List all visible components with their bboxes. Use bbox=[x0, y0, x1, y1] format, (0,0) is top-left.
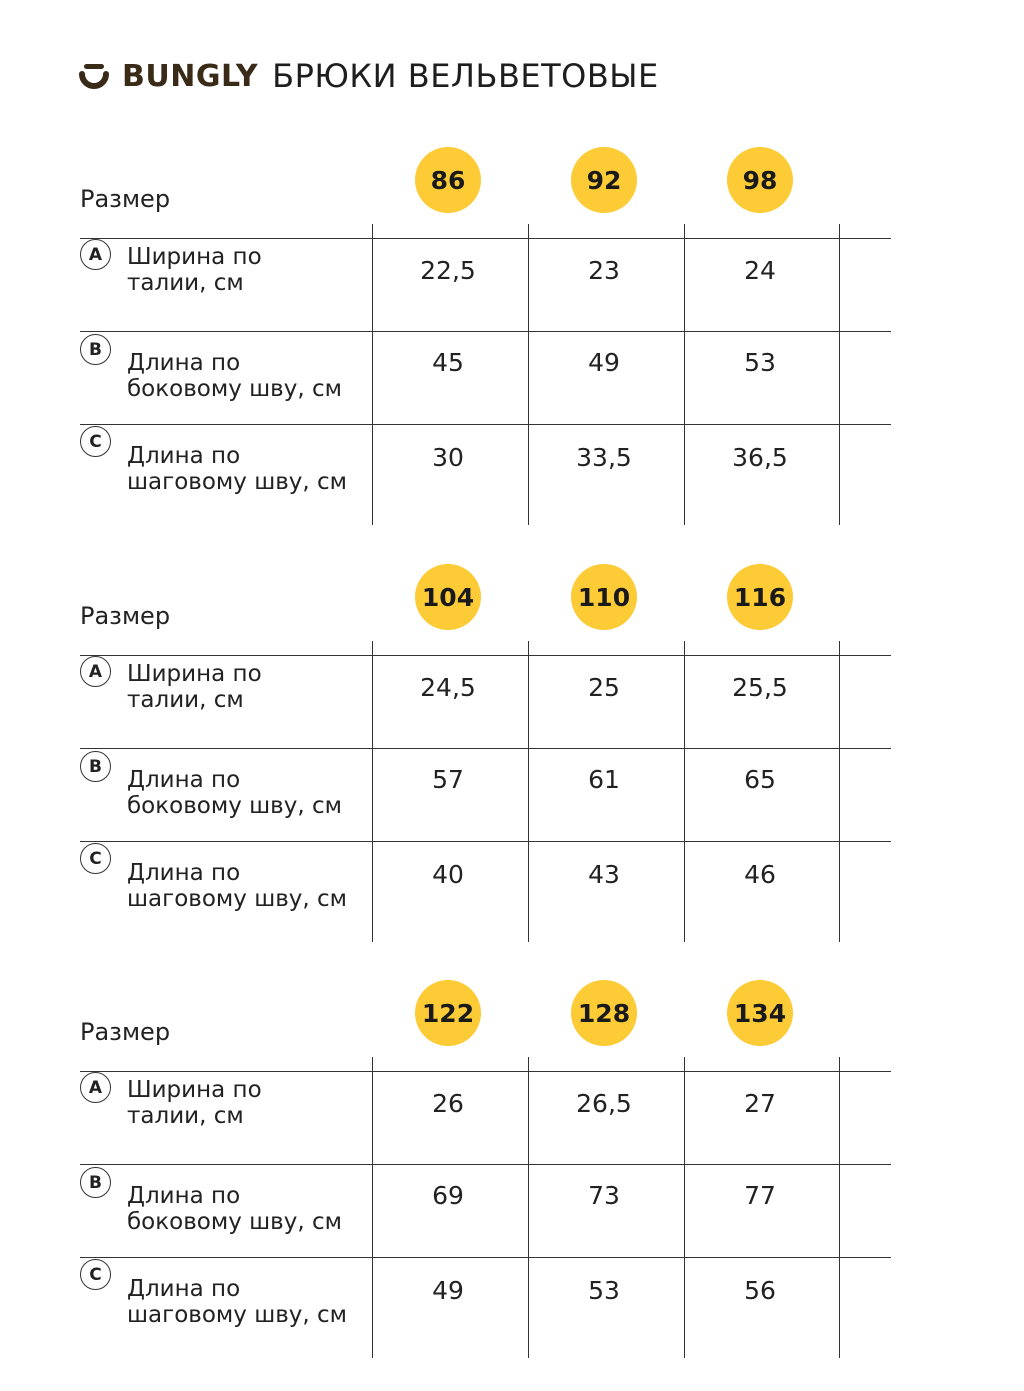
measurement-label-line1: Ширина по bbox=[127, 661, 262, 687]
measurement-value: 26 bbox=[432, 1089, 464, 1118]
measurement-label bbox=[127, 767, 342, 819]
measurement-letter-badge: C bbox=[80, 1259, 111, 1290]
row-divider bbox=[80, 331, 891, 332]
size-badge: 104 bbox=[415, 564, 481, 630]
measurement-value: 57 bbox=[432, 765, 464, 794]
measurement-label bbox=[127, 860, 347, 912]
measurement-label bbox=[127, 1276, 347, 1328]
measurement-value: 36,5 bbox=[732, 443, 788, 472]
measurement-value: 23 bbox=[588, 256, 620, 285]
measurement-value: 33,5 bbox=[576, 443, 632, 472]
measurement-label-line2: талии, см bbox=[127, 1103, 244, 1129]
measurement-label-line2: боковому шву, см bbox=[127, 1209, 342, 1235]
size-badge: 98 bbox=[727, 147, 793, 213]
measurement-label-line2: шаговому шву, см bbox=[127, 1302, 348, 1328]
row-divider bbox=[80, 1257, 891, 1258]
column-divider bbox=[839, 224, 840, 525]
measurement-label bbox=[127, 1077, 262, 1129]
measurement-value: 46 bbox=[744, 860, 776, 889]
row-divider bbox=[80, 748, 891, 749]
measurement-label-line1: Длина по bbox=[127, 767, 241, 793]
row-divider bbox=[80, 238, 891, 239]
measurement-value: 45 bbox=[432, 348, 464, 377]
measurement-label-line1: Ширина по bbox=[127, 244, 262, 270]
measurement-label-line1: Длина по bbox=[127, 1183, 241, 1209]
size-badge: 122 bbox=[415, 980, 481, 1046]
measurement-label-line1: Длина по bbox=[127, 860, 241, 886]
measurement-value: 49 bbox=[588, 348, 620, 377]
measurement-letter-badge: B bbox=[80, 1167, 111, 1198]
measurement-value: 22,5 bbox=[420, 256, 476, 285]
size-label: Размер bbox=[80, 1018, 171, 1046]
measurement-value: 49 bbox=[432, 1276, 464, 1305]
measurement-value: 77 bbox=[744, 1181, 776, 1210]
measurement-value: 30 bbox=[432, 443, 464, 472]
size-badge: 116 bbox=[727, 564, 793, 630]
measurement-label-line2: талии, см bbox=[127, 687, 244, 713]
measurement-value: 25 bbox=[588, 673, 620, 702]
measurement-label bbox=[127, 244, 262, 296]
row-divider bbox=[80, 841, 891, 842]
measurement-letter-badge: A bbox=[80, 1072, 111, 1103]
measurement-label bbox=[127, 443, 347, 495]
measurement-letter-badge: B bbox=[80, 334, 111, 365]
measurement-letter-badge: A bbox=[80, 239, 111, 270]
measurement-label bbox=[127, 661, 262, 713]
measurement-label-line1: Длина по bbox=[127, 443, 241, 469]
row-divider bbox=[80, 1071, 891, 1072]
measurement-value: 40 bbox=[432, 860, 464, 889]
brand-name: BUNGLY bbox=[122, 58, 259, 94]
measurement-value: 53 bbox=[744, 348, 776, 377]
measurement-value: 24,5 bbox=[420, 673, 476, 702]
measurement-letter-badge: A bbox=[80, 656, 111, 687]
size-badge: 134 bbox=[727, 980, 793, 1046]
measurement-label-line2: боковому шву, см bbox=[127, 376, 342, 402]
measurement-letter-badge: C bbox=[80, 426, 111, 457]
size-badge: 86 bbox=[415, 147, 481, 213]
size-badge: 92 bbox=[571, 147, 637, 213]
measurement-value: 26,5 bbox=[576, 1089, 632, 1118]
product-title: БРЮКИ ВЕЛЬВЕТОВЫЕ bbox=[272, 57, 659, 95]
size-table bbox=[0, 545, 1024, 925]
measurement-value: 43 bbox=[588, 860, 620, 889]
measurement-value: 56 bbox=[744, 1276, 776, 1305]
measurement-value: 61 bbox=[588, 765, 620, 794]
measurement-value: 53 bbox=[588, 1276, 620, 1305]
measurement-label-line1: Длина по bbox=[127, 1276, 241, 1302]
measurement-label-line1: Ширина по bbox=[127, 1077, 262, 1103]
bungly-logo-icon bbox=[78, 60, 110, 92]
size-table bbox=[0, 128, 1024, 508]
size-label: Размер bbox=[80, 602, 171, 630]
measurement-value: 24 bbox=[744, 256, 776, 285]
size-badge: 128 bbox=[571, 980, 637, 1046]
size-label: Размер bbox=[80, 185, 171, 213]
row-divider bbox=[80, 1164, 891, 1165]
row-divider bbox=[80, 655, 891, 656]
measurement-label bbox=[127, 350, 342, 402]
measurement-label-line2: шаговому шву, см bbox=[127, 886, 348, 912]
measurement-label-line2: талии, см bbox=[127, 270, 244, 296]
measurement-label bbox=[127, 1183, 342, 1235]
size-badge: 110 bbox=[571, 564, 637, 630]
column-divider bbox=[839, 1057, 840, 1358]
measurement-label-line2: боковому шву, см bbox=[127, 793, 342, 819]
measurement-value: 73 bbox=[588, 1181, 620, 1210]
measurement-value: 65 bbox=[744, 765, 776, 794]
measurement-letter-badge: C bbox=[80, 843, 111, 874]
measurement-letter-badge: B bbox=[80, 751, 111, 782]
header bbox=[78, 48, 659, 104]
measurement-value: 27 bbox=[744, 1089, 776, 1118]
size-table bbox=[0, 961, 1024, 1341]
column-divider bbox=[839, 641, 840, 942]
row-divider bbox=[80, 424, 891, 425]
measurement-label-line2: шаговому шву, см bbox=[127, 469, 348, 495]
measurement-label-line1: Длина по bbox=[127, 350, 241, 376]
measurement-value: 69 bbox=[432, 1181, 464, 1210]
measurement-value: 25,5 bbox=[732, 673, 788, 702]
